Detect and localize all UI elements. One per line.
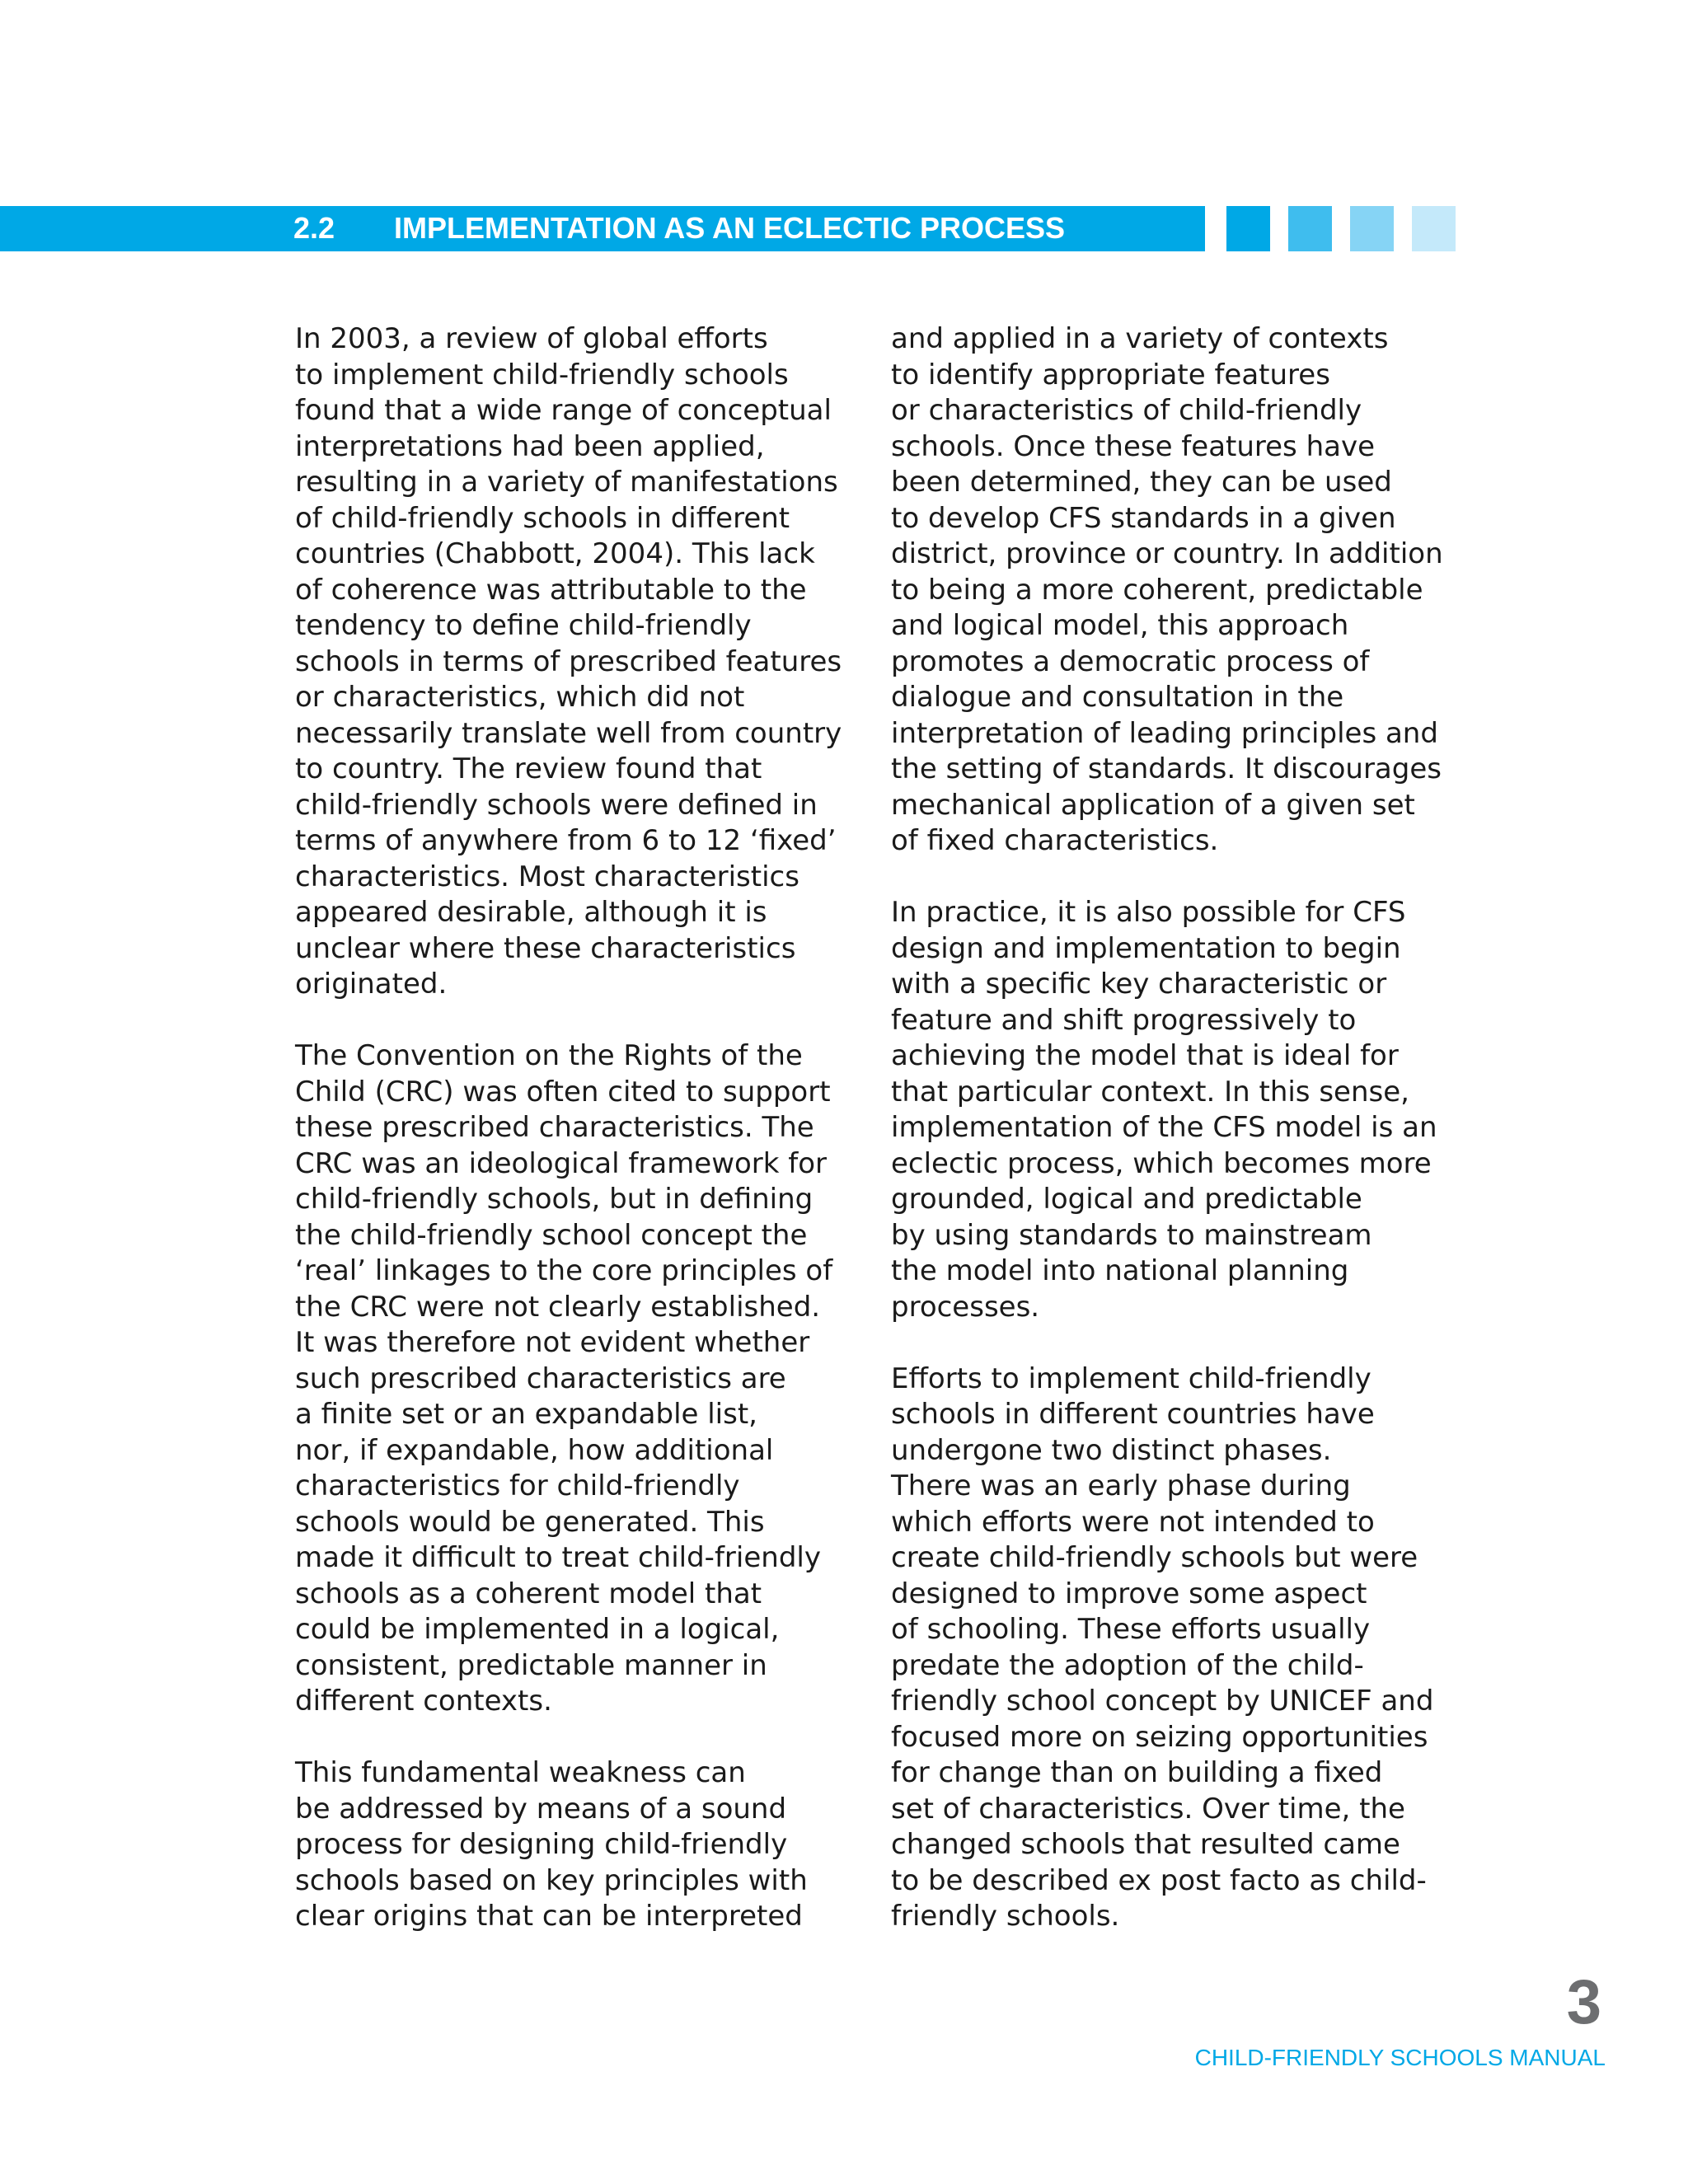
- text-line: Child (CRC) was often cited to support: [295, 1075, 831, 1108]
- text-line: resulting in a variety of manifestations: [295, 466, 838, 499]
- text-line: predate the adoption of the child-: [891, 1648, 1364, 1682]
- text-line: made it difficult to treat child-friendly: [295, 1541, 821, 1574]
- text-line: to implement child-friendly schools: [295, 358, 789, 391]
- text-line: mechanical application of a given set: [891, 788, 1415, 822]
- text-line: and applied in a variety of contexts: [891, 322, 1389, 355]
- body-paragraph: [891, 321, 1468, 860]
- text-line: process for designing child-friendly: [295, 1828, 788, 1861]
- text-line: different contexts.: [295, 1685, 552, 1718]
- text-line: been determined, they can be used: [891, 466, 1392, 499]
- text-line: friendly schools.: [891, 1900, 1120, 1933]
- text-line: schools in terms of prescribed features: [295, 644, 842, 678]
- body-paragraph: [891, 895, 1468, 1325]
- text-line: to being a more coherent, predictable: [891, 573, 1423, 607]
- text-line: of child-friendly schools in different: [295, 501, 790, 535]
- text-line: be addressed by means of a sound: [295, 1792, 787, 1825]
- text-line: friendly school concept by UNICEF and: [891, 1685, 1434, 1718]
- text-line: the model into national planning: [891, 1254, 1349, 1287]
- text-line: of coherence was attributable to the: [295, 573, 807, 607]
- text-line: CRC was an ideological framework for: [295, 1146, 828, 1180]
- text-line: schools would be generated. This: [295, 1505, 765, 1539]
- text-line: appeared desirable, although it is: [295, 896, 767, 929]
- text-line: feature and shift progressively to: [891, 1003, 1357, 1037]
- text-line: characteristics for child-friendly: [295, 1469, 740, 1502]
- text-line: to identify appropriate features: [891, 358, 1330, 391]
- text-line: child-friendly schools, but in defining: [295, 1183, 814, 1216]
- text-line: eclectic process, which becomes more: [891, 1146, 1432, 1180]
- text-line: characteristics. Most characteristics: [295, 860, 799, 893]
- body-paragraph: [295, 1755, 872, 1935]
- decorative-square-1: [1226, 206, 1270, 251]
- text-line: which efforts were not intended to: [891, 1505, 1375, 1539]
- text-line: such prescribed characteristics are: [295, 1361, 786, 1395]
- text-line: ‘real’ linkages to the core principles of: [295, 1254, 833, 1287]
- text-line: child-friendly schools were defined in: [295, 788, 818, 822]
- text-line: In practice, it is also possible for CFS: [891, 896, 1406, 929]
- text-line: schools. Once these features have: [891, 429, 1375, 463]
- text-line: create child-friendly schools but were: [891, 1541, 1418, 1574]
- text-line: The Convention on the Rights of the: [295, 1039, 803, 1072]
- page-number: 3: [1566, 1967, 1601, 2037]
- text-line: grounded, logical and predictable: [891, 1183, 1362, 1216]
- text-line: or characteristics, which did not: [295, 681, 745, 714]
- text-line: found that a wide range of conceptual: [295, 394, 832, 427]
- text-line: the CRC were not clearly established.: [295, 1290, 821, 1324]
- text-line: There was an early phase during: [891, 1469, 1351, 1502]
- right-text-column: [891, 321, 1468, 1971]
- text-line: the setting of standards. It discourages: [891, 752, 1442, 785]
- text-line: that particular context. In this sense,: [891, 1075, 1409, 1108]
- text-line: This fundamental weakness can: [295, 1756, 746, 1789]
- text-line: terms of anywhere from 6 to 12 ‘fixed’: [295, 824, 837, 857]
- body-paragraph: [295, 1038, 872, 1720]
- section-title: IMPLEMENTATION AS AN ECLECTIC PROCESS: [394, 211, 1066, 245]
- text-line: the child-friendly school concept the: [295, 1218, 808, 1252]
- text-line: with a specific key characteristic or: [891, 968, 1387, 1001]
- text-line: originated.: [295, 968, 448, 1001]
- decorative-square-3: [1350, 206, 1394, 251]
- text-line: interpretations had been applied,: [295, 429, 765, 463]
- text-line: implementation of the CFS model is an: [891, 1111, 1437, 1144]
- text-line: tendency to define child-friendly: [295, 609, 752, 642]
- text-line: to country. The review found that: [295, 752, 762, 785]
- text-line: processes.: [891, 1290, 1040, 1324]
- text-line: could be implemented in a logical,: [295, 1613, 780, 1646]
- text-line: consistent, predictable manner in: [295, 1648, 767, 1682]
- text-line: unclear where these characteristics: [295, 931, 796, 965]
- text-line: schools based on key principles with: [295, 1863, 808, 1897]
- text-line: focused more on seizing opportunities: [891, 1720, 1428, 1754]
- decorative-square-2: [1288, 206, 1332, 251]
- text-line: to be described ex post facto as child-: [891, 1863, 1427, 1897]
- text-line: In 2003, a review of global efforts: [295, 322, 768, 355]
- text-line: to develop CFS standards in a given: [891, 501, 1396, 535]
- left-text-column: [295, 321, 872, 1971]
- body-paragraph: [891, 1361, 1468, 1935]
- text-line: changed schools that resulted came: [891, 1828, 1400, 1861]
- text-line: and logical model, this approach: [891, 609, 1349, 642]
- text-line: interpretation of leading principles and: [891, 716, 1438, 750]
- text-line: these prescribed characteristics. The: [295, 1111, 814, 1144]
- text-line: by using standards to mainstream: [891, 1218, 1372, 1252]
- text-line: undergone two distinct phases.: [891, 1433, 1332, 1467]
- text-line: schools in different countries have: [891, 1398, 1375, 1431]
- text-line: district, province or country. In addition: [891, 537, 1443, 570]
- text-line: promotes a democratic process of: [891, 644, 1370, 678]
- text-line: set of characteristics. Over time, the: [891, 1792, 1405, 1825]
- section-number: 2.2: [293, 211, 335, 245]
- text-line: or characteristics of child-friendly: [891, 394, 1362, 427]
- text-line: design and implementation to begin: [891, 931, 1401, 965]
- text-line: schools as a coherent model that: [295, 1577, 762, 1610]
- body-paragraph: [295, 321, 872, 1003]
- text-line: of schooling. These efforts usually: [891, 1613, 1371, 1646]
- text-line: It was therefore not evident whether: [295, 1326, 810, 1359]
- text-line: achieving the model that is ideal for: [891, 1039, 1399, 1072]
- text-line: for change than on building a fixed: [891, 1756, 1383, 1789]
- text-line: dialogue and consultation in the: [891, 681, 1344, 714]
- text-line: necessarily translate well from country: [295, 716, 842, 750]
- text-line: clear origins that can be interpreted: [295, 1900, 803, 1933]
- text-line: nor, if expandable, how additional: [295, 1433, 774, 1467]
- text-line: a finite set or an expandable list,: [295, 1398, 757, 1431]
- text-line: countries (Chabbott, 2004). This lack: [295, 537, 815, 570]
- text-line: of fixed characteristics.: [891, 824, 1219, 857]
- text-line: Efforts to implement child-friendly: [891, 1361, 1372, 1395]
- text-line: designed to improve some aspect: [891, 1577, 1367, 1610]
- decorative-square-4: [1412, 206, 1456, 251]
- publication-title: CHILD-FRIENDLY SCHOOLS MANUAL: [1194, 2045, 1606, 2070]
